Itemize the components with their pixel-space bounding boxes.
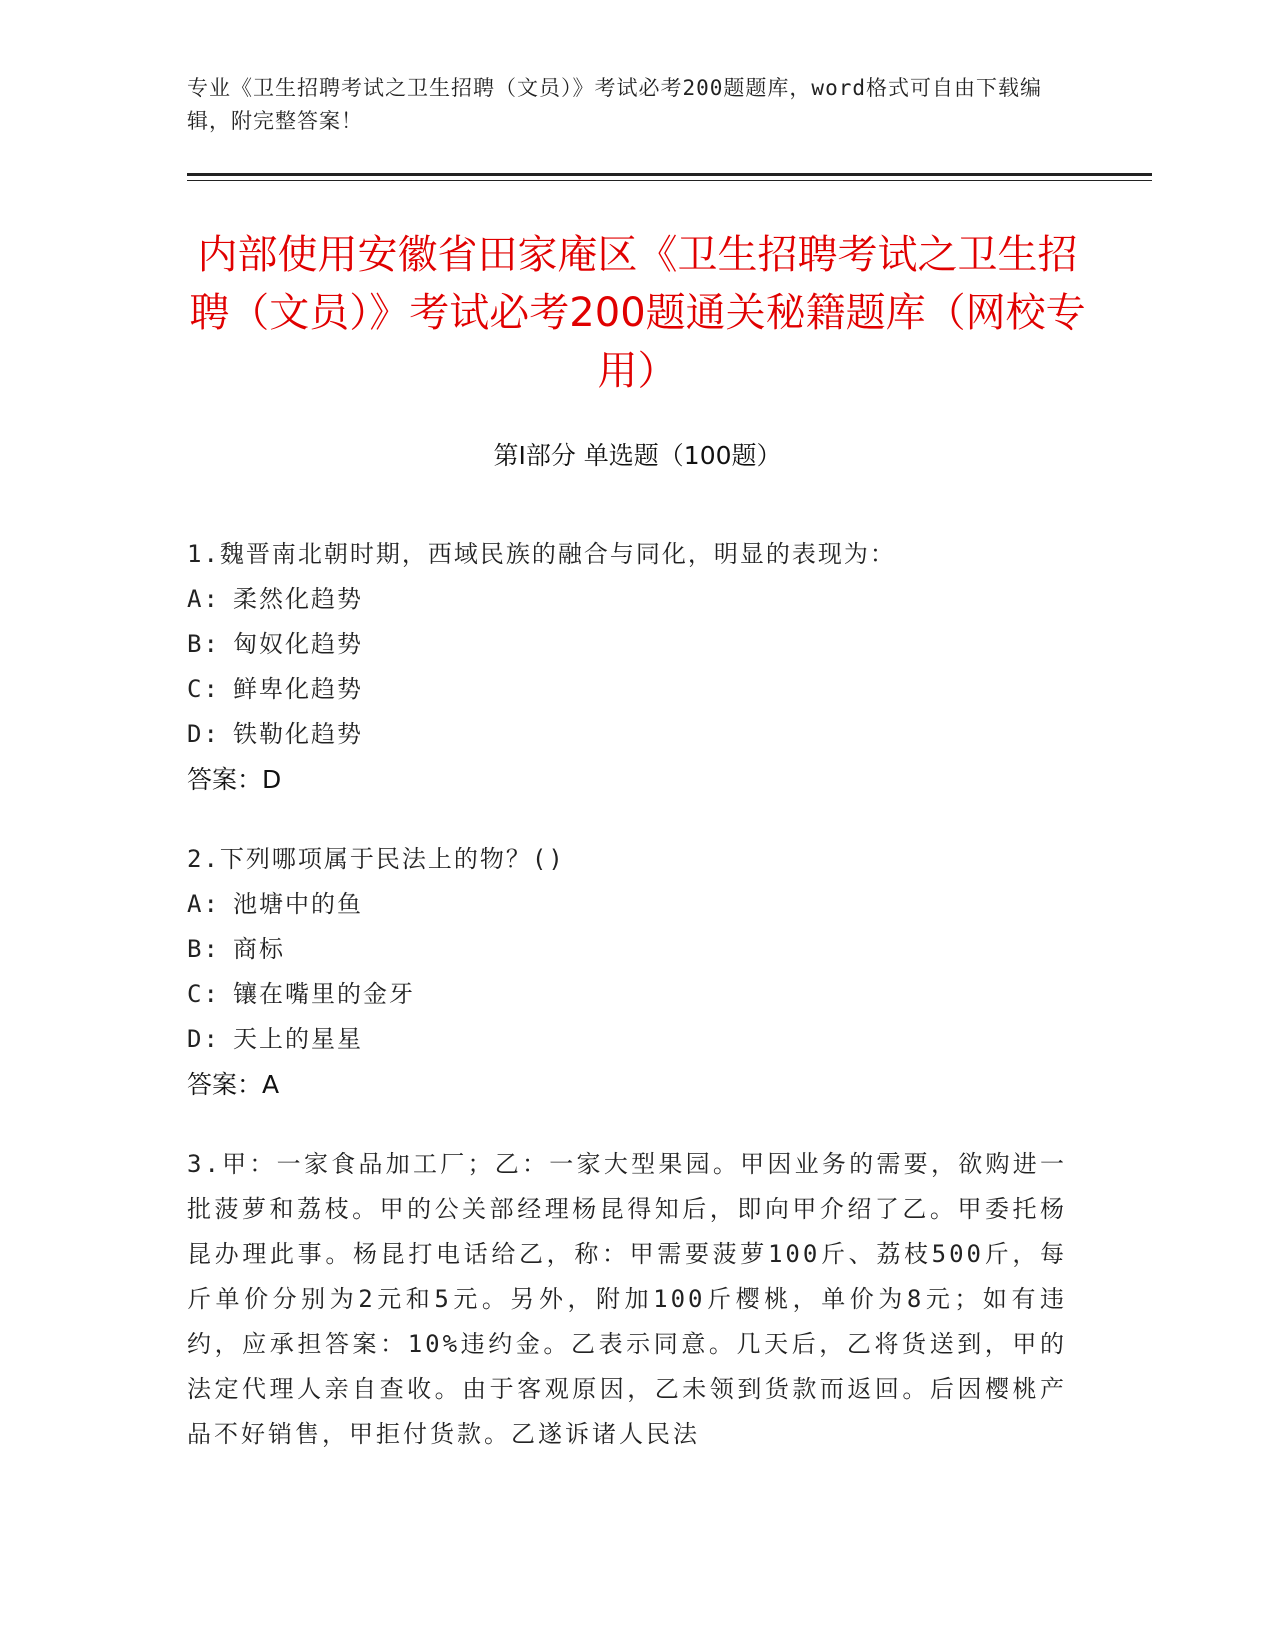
option-text: 天上的星星 <box>233 1025 363 1053</box>
option-a <box>187 577 1067 622</box>
option-d <box>187 1017 1067 1062</box>
option-b <box>187 927 1067 972</box>
option-letter: B: <box>187 935 220 963</box>
option-text: 匈奴化趋势 <box>233 630 363 658</box>
option-text: 商标 <box>233 935 285 963</box>
question-3 <box>187 1142 1067 1457</box>
section-heading: 第Ⅰ部分 单选题（100题） <box>493 441 782 470</box>
option-text: 镶在嘴里的金牙 <box>233 980 415 1008</box>
option-letter: D: <box>187 1025 220 1053</box>
question-stem: 2.下列哪项属于民法上的物？() <box>187 845 565 873</box>
option-letter: C: <box>187 980 220 1008</box>
option-text: 池塘中的鱼 <box>233 890 363 918</box>
option-text: 柔然化趋势 <box>233 585 363 613</box>
question-2 <box>187 837 1067 1108</box>
option-text: 铁勒化趋势 <box>233 720 363 748</box>
header-divider-thin <box>187 180 1152 181</box>
option-text: 鲜卑化趋势 <box>233 675 363 703</box>
answer-line: 答案：D <box>187 765 282 794</box>
question-list <box>187 532 1067 1491</box>
question-stem: 3.甲：一家食品加工厂；乙：一家大型果园。甲因业务的需要，欲购进一批菠萝和荔枝。甲的公关部经理杨昆得知后，即向甲介绍了乙。甲委托杨昆办理此事。杨昆打电话给乙，称：甲需要菠萝100斤、荔枝500斤，每斤单价分别为2元和5元。另外，附加100斤樱桃，单价为8元；如有违约，应承担答案：10%违约金。乙表示同意。几天后，乙将货送到，甲的法定代理人亲自查收。由于客观原因，乙未领到货款而返回。后因樱桃产品不好销售，甲拒付货款。乙遂诉诸人民法 <box>187 1150 1067 1448</box>
option-letter: A: <box>187 585 220 613</box>
option-letter: C: <box>187 675 220 703</box>
option-letter: D: <box>187 720 220 748</box>
option-letter: A: <box>187 890 220 918</box>
option-c <box>187 667 1067 712</box>
header-divider-thick <box>187 173 1152 176</box>
question-1 <box>187 532 1067 803</box>
document-title: 内部使用安徽省田家庵区《卫生招聘考试之卫生招聘（文员）》考试必考200题通关秘籍题库（网校专用） <box>189 232 1086 394</box>
question-stem: 1.魏晋南北朝时期，西域民族的融合与同化，明显的表现为： <box>187 540 896 568</box>
option-letter: B: <box>187 630 220 658</box>
header-note: 专业《卫生招聘考试之卫生招聘（文员）》考试必考200题题库，word格式可自由下载编辑，附完整答案！ <box>187 76 1042 133</box>
option-c <box>187 972 1067 1017</box>
option-d <box>187 712 1067 757</box>
option-a <box>187 882 1067 927</box>
option-b <box>187 622 1067 667</box>
answer-line: 答案：A <box>187 1070 280 1099</box>
